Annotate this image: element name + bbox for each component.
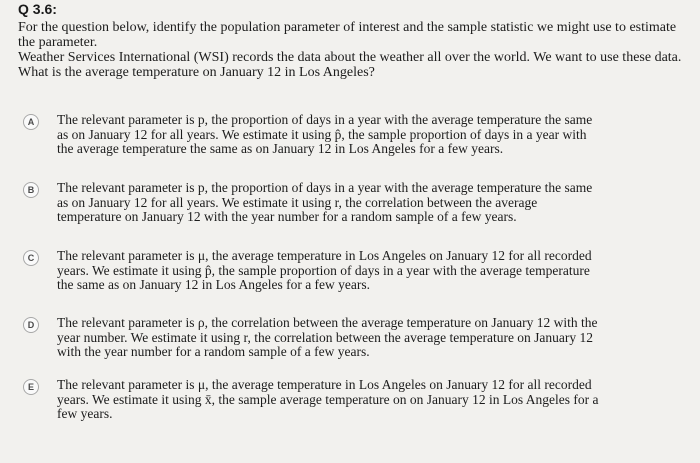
prompt-line: For the question below, identify the population parameter of interest and the sample statistic we might use to estimate — [18, 20, 677, 35]
option-b-text[interactable] — [57, 181, 657, 225]
option-line: as on January 12 for all years. We estimate it using p̂, the sample proportion of days in a year with — [57, 126, 587, 142]
option-d-radio[interactable]: D — [23, 317, 39, 333]
answer-option-a[interactable] — [0, 113, 700, 173]
question-number: Q 3.6: — [18, 1, 57, 17]
option-e-text[interactable] — [57, 378, 657, 422]
option-a-radio[interactable]: A — [23, 114, 39, 130]
option-line: years. We estimate it using p̂, the sample proportion of days in a year with the average temperature — [57, 262, 590, 278]
answer-option-c[interactable] — [0, 249, 700, 309]
option-c-text[interactable] — [57, 249, 657, 293]
option-line: temperature on January 12 with the year number for a random sample of a few years. — [57, 209, 517, 224]
option-line: The relevant parameter is p, the proportion of days in a year with the average temperature the same — [57, 180, 593, 195]
option-line: year number. We estimate it using r, the correlation between the average temperature on January 12 — [57, 329, 594, 345]
prompt-line: What is the average temperature on January 12 in Los Angeles? — [18, 65, 375, 80]
answer-option-e[interactable] — [0, 378, 700, 438]
option-line: The relevant parameter is μ, the average temperature in Los Angeles on January 12 for all recorded — [57, 377, 592, 392]
option-b-radio[interactable]: B — [23, 182, 39, 198]
option-e-radio[interactable]: E — [23, 379, 39, 395]
option-line: few years. — [57, 406, 113, 421]
question-prompt — [18, 20, 700, 80]
option-line: years. We estimate it using x̄, the sample average temperature on on January 12 in Los Angeles for a — [57, 391, 599, 407]
answer-option-b[interactable] — [0, 181, 700, 241]
option-line: The relevant parameter is ρ, the correlation between the average temperature on January 12 with the — [57, 315, 598, 330]
option-line: The relevant parameter is μ, the average temperature in Los Angeles on January 12 for all recorded — [57, 248, 592, 263]
option-line: as on January 12 for all years. We estimate it using r, the correlation between the average — [57, 194, 538, 210]
option-d-text[interactable] — [57, 316, 657, 360]
option-a-text[interactable] — [57, 113, 657, 157]
option-c-radio[interactable]: C — [23, 250, 39, 266]
prompt-line: the parameter. — [18, 35, 98, 50]
option-line: The relevant parameter is p, the proportion of days in a year with the average temperature the same — [57, 112, 593, 127]
answer-option-d[interactable] — [0, 316, 700, 376]
option-line: the average temperature the same as on January 12 in Los Angeles for a few years. — [57, 141, 504, 156]
option-line: the same as on January 12 in Los Angeles for a few years. — [57, 277, 371, 292]
option-line: with the year number for a random sample of a few years. — [57, 344, 370, 359]
prompt-line: Weather Services International (WSI) records the data about the weather all over the world. We want to use these data. — [18, 50, 682, 65]
